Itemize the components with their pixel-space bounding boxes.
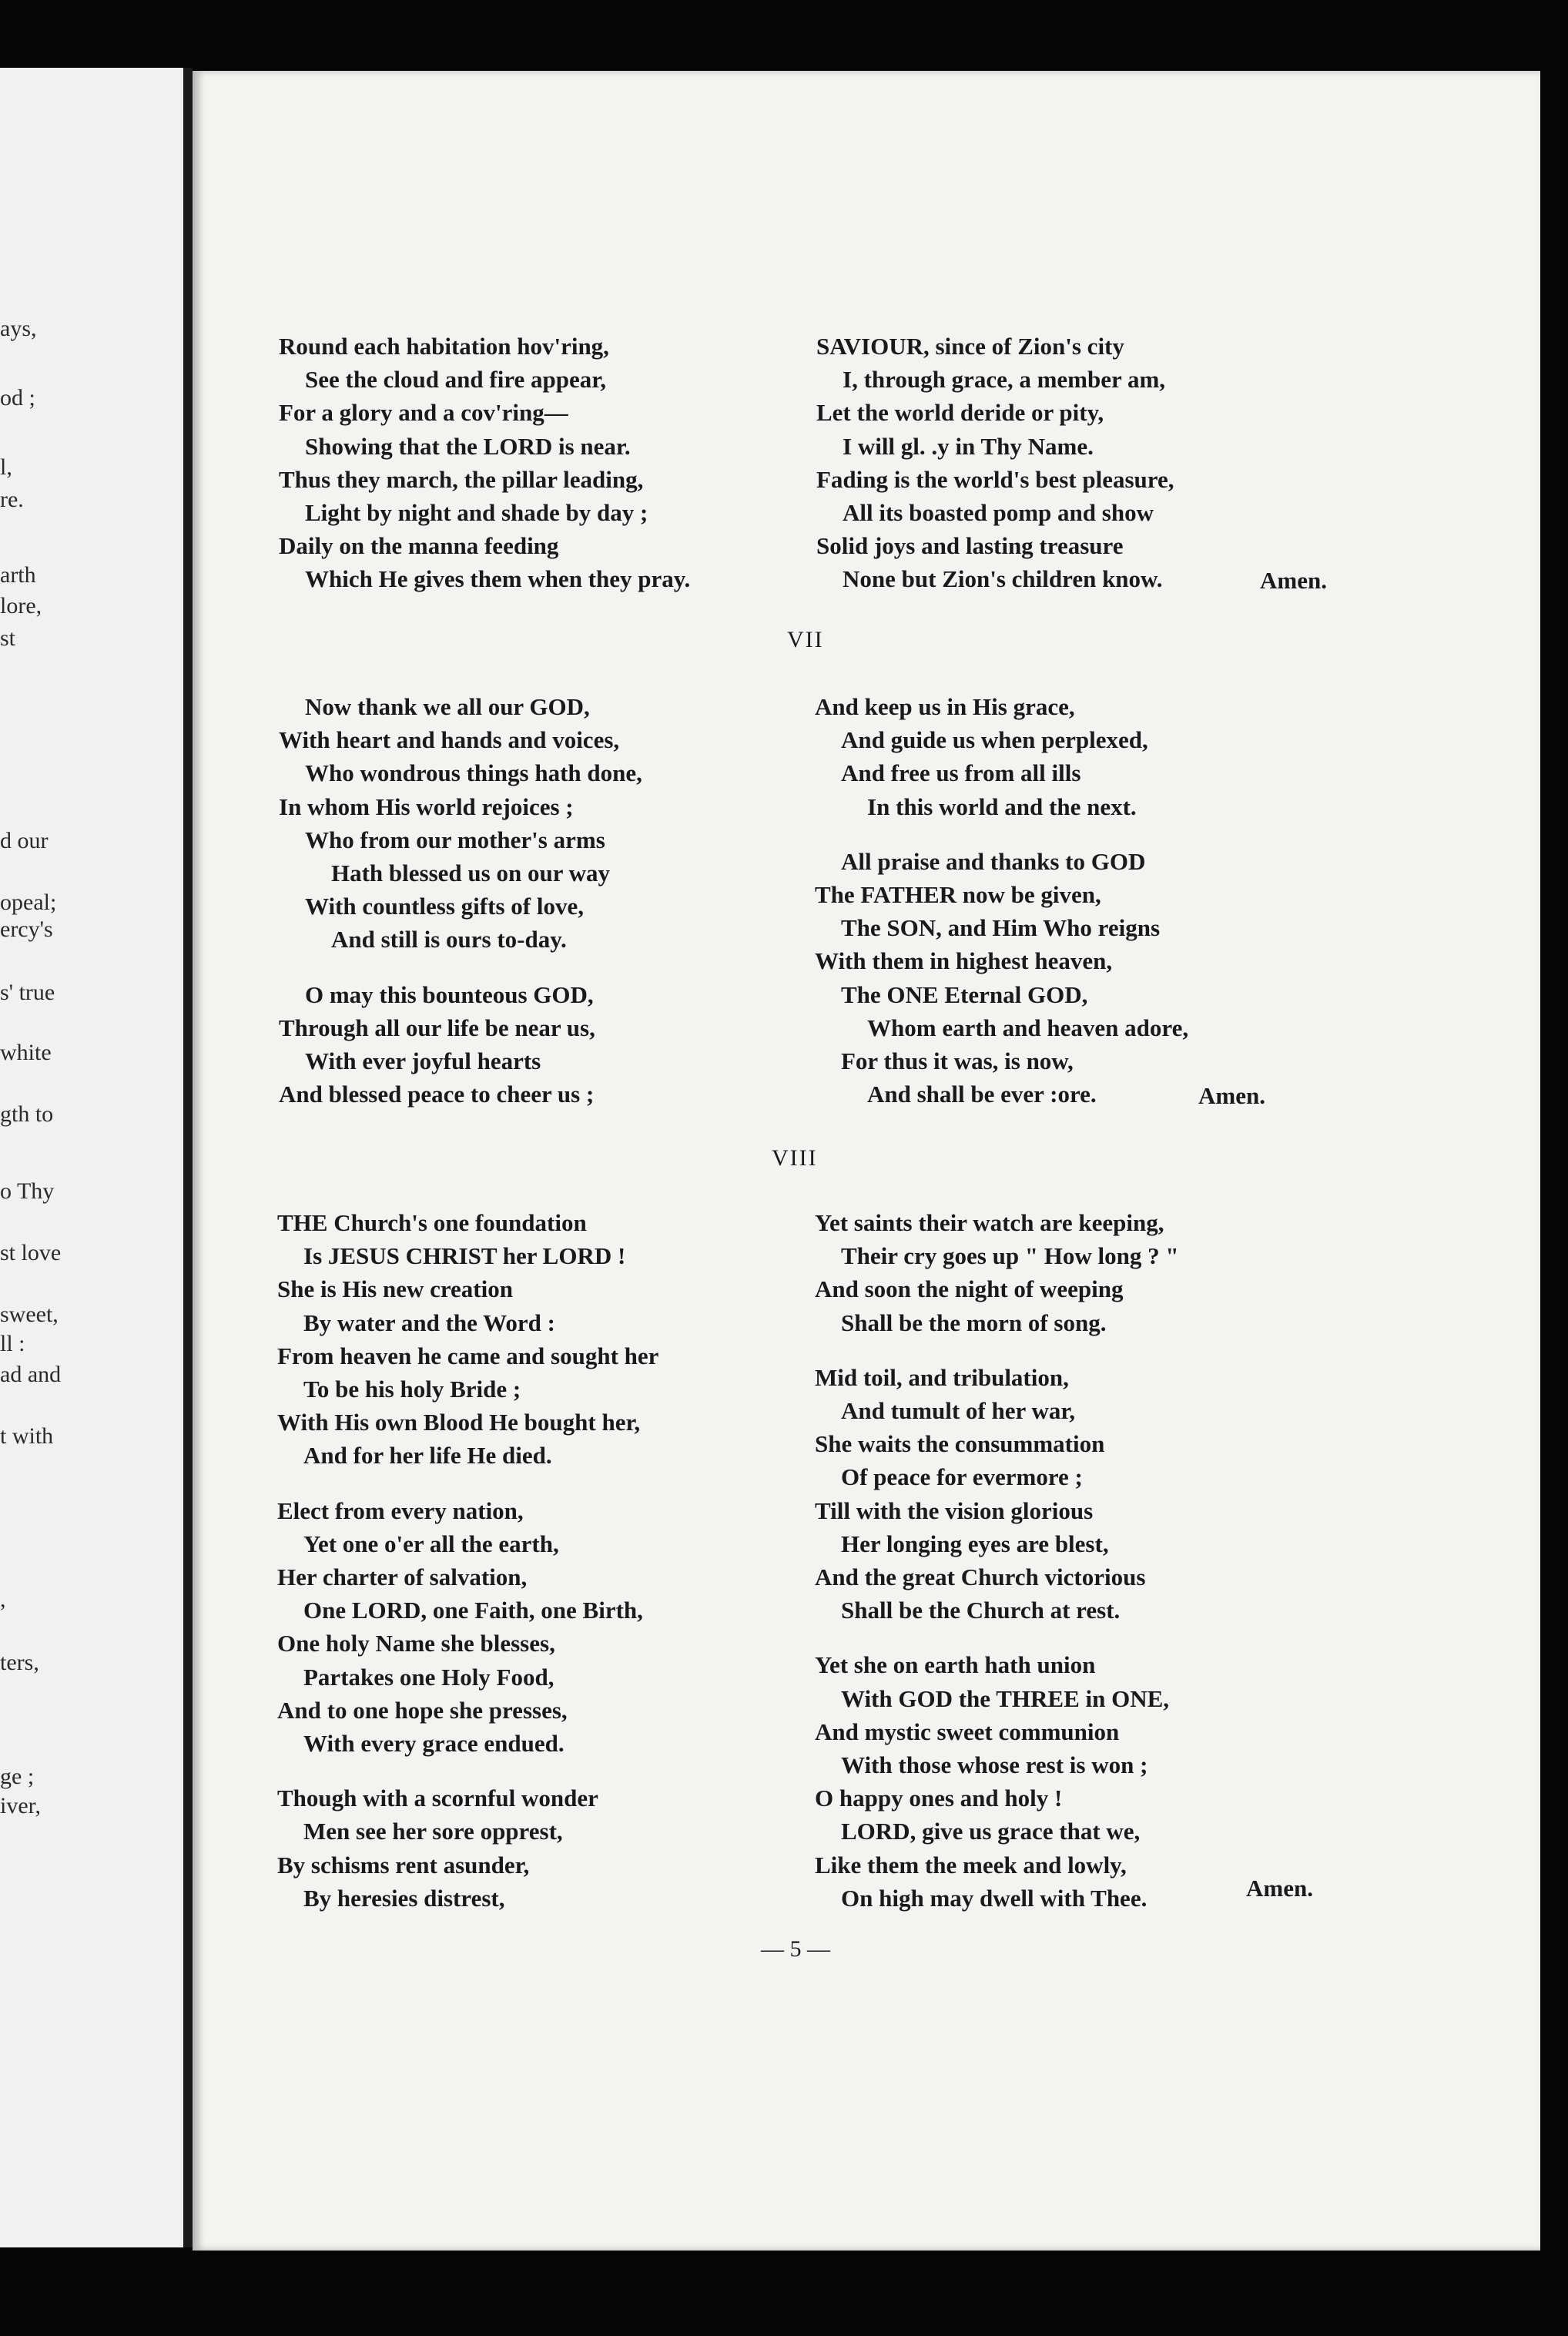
verse-line: Elect from every nation,: [277, 1496, 524, 1524]
verse-line: And the great Church victorious: [815, 1563, 1146, 1591]
left-page-text-fragment: white: [0, 1040, 52, 1065]
verse-line: Till with the vision glorious: [815, 1496, 1094, 1524]
verse-line: LORD, give us grace that we,: [841, 1818, 1141, 1845]
page-number: — 5 —: [761, 1936, 830, 1962]
left-page-text-fragment: opeal;: [0, 890, 57, 915]
left-page-text-fragment: l,: [0, 454, 12, 480]
verse-line: Hath blessed us on our way: [331, 860, 611, 887]
verse-line: See the cloud and fire appear,: [305, 366, 606, 394]
verse-line: By water and the Word :: [303, 1309, 555, 1336]
verse-line: For thus it was, is now,: [841, 1047, 1074, 1075]
left-page-text-fragment: arth: [0, 562, 36, 588]
verse-line: O happy ones and holy !: [815, 1785, 1063, 1812]
stanza-gap: [815, 823, 1369, 845]
hymn8-right-column: [815, 1206, 1369, 1915]
verse-line: All praise and thanks to GOD: [841, 847, 1146, 875]
verse-line: Men see her sore opprest,: [303, 1818, 563, 1845]
left-page-text-fragment: re.: [0, 487, 24, 512]
verse-line: In this world and the next.: [867, 793, 1137, 820]
verse-line: And still is ours to-day.: [331, 926, 567, 954]
verse-line: I will gl. .y in Thy Name.: [843, 432, 1094, 460]
verse-line: None but Zion's children know.: [843, 565, 1163, 593]
verse-line: Solid joys and lasting treasure: [816, 532, 1124, 560]
verse-line: From heaven he came and sought her: [277, 1342, 659, 1369]
verse-line: She is His new creation: [277, 1275, 513, 1303]
hymn6-right-column: [816, 330, 1371, 596]
verse-line: Partakes one Holy Food,: [303, 1663, 554, 1691]
page: [193, 71, 1540, 2251]
verse-line: For a glory and a cov'ring—: [279, 399, 568, 427]
book-gutter: [183, 68, 193, 2247]
stanza-gap: [815, 1627, 1369, 1648]
verse-line: And shall be ever :ore.: [867, 1081, 1097, 1108]
verse-line: Yet one o'er all the earth,: [303, 1530, 559, 1557]
left-page-text-fragment: od ;: [0, 385, 35, 411]
left-page-text-fragment: ,: [0, 1587, 6, 1612]
verse-line: In whom His world rejoices ;: [279, 793, 574, 820]
verse-line: The ONE Eternal GOD,: [841, 980, 1088, 1008]
verse-line: Round each habitation hov'ring,: [279, 333, 609, 360]
verse-line: Her charter of salvation,: [277, 1563, 528, 1591]
verse-line: Light by night and shade by day ;: [305, 499, 648, 527]
stanza-gap: [279, 957, 833, 978]
verse-line: With those whose rest is won ;: [841, 1751, 1148, 1779]
verse-line: Their cry goes up " How long ? ": [841, 1242, 1179, 1270]
verse-line: Showing that the LORD is near.: [305, 432, 631, 460]
verse-line: With GOD the THREE in ONE,: [841, 1684, 1170, 1712]
left-page-text-fragment: ll :: [0, 1331, 25, 1356]
verse-line: Let the world deride or pity,: [816, 399, 1104, 427]
verse-line: Thus they march, the pillar leading,: [279, 465, 644, 493]
verse-line: Who wondrous things hath done,: [305, 759, 642, 787]
verse-line: All its boasted pomp and show: [843, 499, 1154, 527]
verse-line: Shall be the morn of song.: [841, 1309, 1107, 1336]
left-page-text-fragment: iver,: [0, 1793, 41, 1818]
verse-line: Though with a scornful wonder: [277, 1785, 598, 1812]
verse-line: I, through grace, a member am,: [843, 366, 1166, 394]
verse-line: Like them the meek and lowly,: [815, 1851, 1127, 1879]
verse-line: And guide us when perplexed,: [841, 726, 1148, 754]
left-page-fragment: [0, 68, 183, 2247]
verse-line: Who from our mother's arms: [305, 826, 605, 853]
verse-line: With heart and hands and voices,: [279, 726, 620, 754]
hymn6-left-column: [279, 330, 833, 596]
verse-line: The FATHER now be given,: [815, 881, 1101, 909]
verse-line: And to one hope she presses,: [277, 1696, 568, 1724]
verse-line: Yet she on earth hath union: [815, 1651, 1096, 1679]
left-page-text-fragment: gth to: [0, 1101, 54, 1127]
verse-line: By heresies distrest,: [303, 1884, 505, 1912]
verse-line: On high may dwell with Thee.: [841, 1884, 1148, 1912]
verse-line: Mid toil, and tribulation,: [815, 1363, 1069, 1391]
verse-line: SAVIOUR, since of Zion's city: [816, 333, 1124, 360]
left-page-text-fragment: lore,: [0, 593, 42, 618]
verse-line: And tumult of her war,: [841, 1397, 1076, 1425]
hymn8-left-column: [277, 1206, 832, 1915]
hymn7-numeral: VII: [787, 627, 824, 652]
stanza-gap: [815, 1339, 1369, 1361]
left-page-text-fragment: ad and: [0, 1362, 62, 1387]
verse-line: Through all our life be near us,: [279, 1014, 595, 1041]
verse-line: Now thank we all our GOD,: [305, 693, 590, 720]
verse-line: Which He gives them when they pray.: [305, 565, 691, 593]
verse-line: And mystic sweet communion: [815, 1718, 1120, 1745]
verse-line: One LORD, one Faith, one Birth,: [303, 1597, 643, 1624]
hymn7-left-column: [279, 690, 833, 1111]
left-page-text-fragment: st: [0, 625, 16, 651]
verse-line: Daily on the manna feeding: [279, 532, 559, 560]
verse-line: With countless gifts of love,: [305, 893, 584, 920]
verse-line: Is JESUS CHRIST her LORD !: [303, 1242, 626, 1270]
stanza-gap: [277, 1473, 832, 1494]
verse-line: Yet saints their watch are keeping,: [815, 1209, 1164, 1236]
verse-line: Of peace for evermore ;: [841, 1463, 1083, 1491]
left-page-text-fragment: ercy's: [0, 917, 53, 942]
left-page-text-fragment: ge ;: [0, 1764, 35, 1789]
verse-line: And for her life He died.: [303, 1442, 552, 1470]
verse-line: By schisms rent asunder,: [277, 1851, 530, 1879]
verse-line: One holy Name she blesses,: [277, 1630, 555, 1657]
verse-line: And blessed peace to cheer us ;: [279, 1081, 595, 1108]
left-page-text-fragment: s' true: [0, 980, 55, 1005]
verse-line: To be his holy Bride ;: [303, 1376, 521, 1403]
verse-line: Her longing eyes are blest,: [841, 1530, 1109, 1557]
verse-line: Fading is the world's best pleasure,: [816, 465, 1174, 493]
left-page-text-fragment: d our: [0, 828, 49, 853]
verse-line: With every grace endued.: [303, 1730, 565, 1758]
verse-line: And keep us in His grace,: [815, 693, 1075, 720]
verse-line: And soon the night of weeping: [815, 1275, 1124, 1303]
hymn7-amen: Amen.: [1198, 1082, 1265, 1109]
left-page-text-fragment: ters,: [0, 1650, 39, 1675]
left-page-text-fragment: sweet,: [0, 1302, 59, 1327]
hymn8-amen: Amen.: [1246, 1875, 1313, 1902]
left-page-text-fragment: st love: [0, 1240, 62, 1265]
stanza-gap: [277, 1760, 832, 1781]
verse-line: With them in highest heaven,: [815, 947, 1113, 975]
hymn7-right-column: [815, 690, 1369, 1111]
hymn6-amen: Amen.: [1260, 567, 1327, 594]
hymn8-numeral: VIII: [772, 1145, 818, 1171]
verse-line: And free us from all ills: [841, 759, 1081, 787]
verse-line: Shall be the Church at rest.: [841, 1597, 1121, 1624]
left-page-text-fragment: o Thy: [0, 1178, 55, 1204]
verse-line: The SON, and Him Who reigns: [841, 914, 1161, 942]
verse-line: With His own Blood He bought her,: [277, 1409, 641, 1436]
verse-line: THE Church's one foundation: [277, 1209, 587, 1236]
verse-line: She waits the consummation: [815, 1430, 1105, 1458]
left-page-text-fragment: t with: [0, 1423, 54, 1449]
verse-line: O may this bounteous GOD,: [305, 980, 594, 1008]
left-page-text-fragment: ays,: [0, 316, 37, 341]
verse-line: With ever joyful hearts: [305, 1047, 541, 1075]
verse-line: Whom earth and heaven adore,: [867, 1014, 1189, 1041]
